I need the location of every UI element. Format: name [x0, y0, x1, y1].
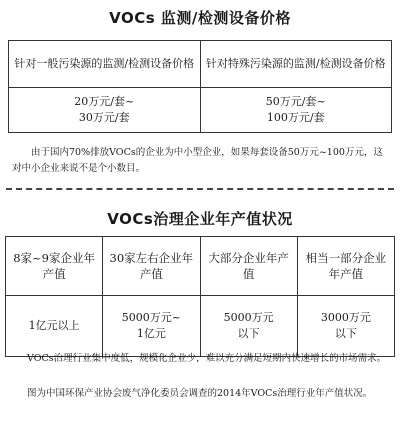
special-pollution-header: 针对特殊污染源的监测/检测设备价格 — [200, 41, 392, 88]
general-pollution-price — [9, 88, 201, 133]
value-line: 1亿元以上 — [28, 319, 80, 332]
section-divider — [6, 188, 394, 190]
output-value — [297, 296, 394, 357]
industry-note: VOCs治理行业集中度低，规模化企业少，难以充分满足短期内快速增长的市场需求。 — [27, 353, 387, 364]
output-value — [103, 296, 200, 357]
value-line: 3000万元 — [320, 311, 371, 324]
monitoring-equipment-price-table — [8, 40, 392, 133]
group-header: 30家左右企业年产值 — [103, 237, 200, 296]
group-header: 相当一部分企业年产值 — [297, 237, 394, 296]
special-pollution-price — [200, 88, 392, 133]
general-pollution-header: 针对一般污染源的监测/检测设备价格 — [9, 41, 201, 88]
value-line: 以下 — [334, 327, 357, 340]
price-line: 100万元/套 — [266, 111, 325, 124]
group-header: 8家~9家企业年产值 — [6, 237, 103, 296]
price-line: 30万元/套 — [78, 111, 130, 124]
annual-output-table — [5, 236, 395, 357]
value-line: 以下 — [237, 327, 260, 340]
output-section-title: VOCs治理企业年产值状况 — [107, 210, 293, 228]
output-value — [6, 296, 103, 357]
price-line: 20万元/套~ — [74, 95, 135, 108]
price-note: 由于国内70%排放VOCs的企业为中小型企业，如果每套设备50万元~100万元，这对中小企业来说不是个小数目。 — [12, 147, 383, 174]
value-line: 5000万元~ — [121, 311, 181, 324]
price-line: 50万元/套~ — [265, 95, 326, 108]
value-line: 5000万元 — [223, 311, 274, 324]
source-caption: 图为中国环保产业协会废气净化委员会调查的2014年VOCs治理行业年产值状况。 — [27, 388, 373, 399]
value-line: 1亿元 — [136, 327, 166, 340]
price-section-title: VOCs 监测/检测设备价格 — [109, 9, 291, 27]
group-header: 大部分企业年产值 — [200, 237, 297, 296]
output-value — [200, 296, 297, 357]
